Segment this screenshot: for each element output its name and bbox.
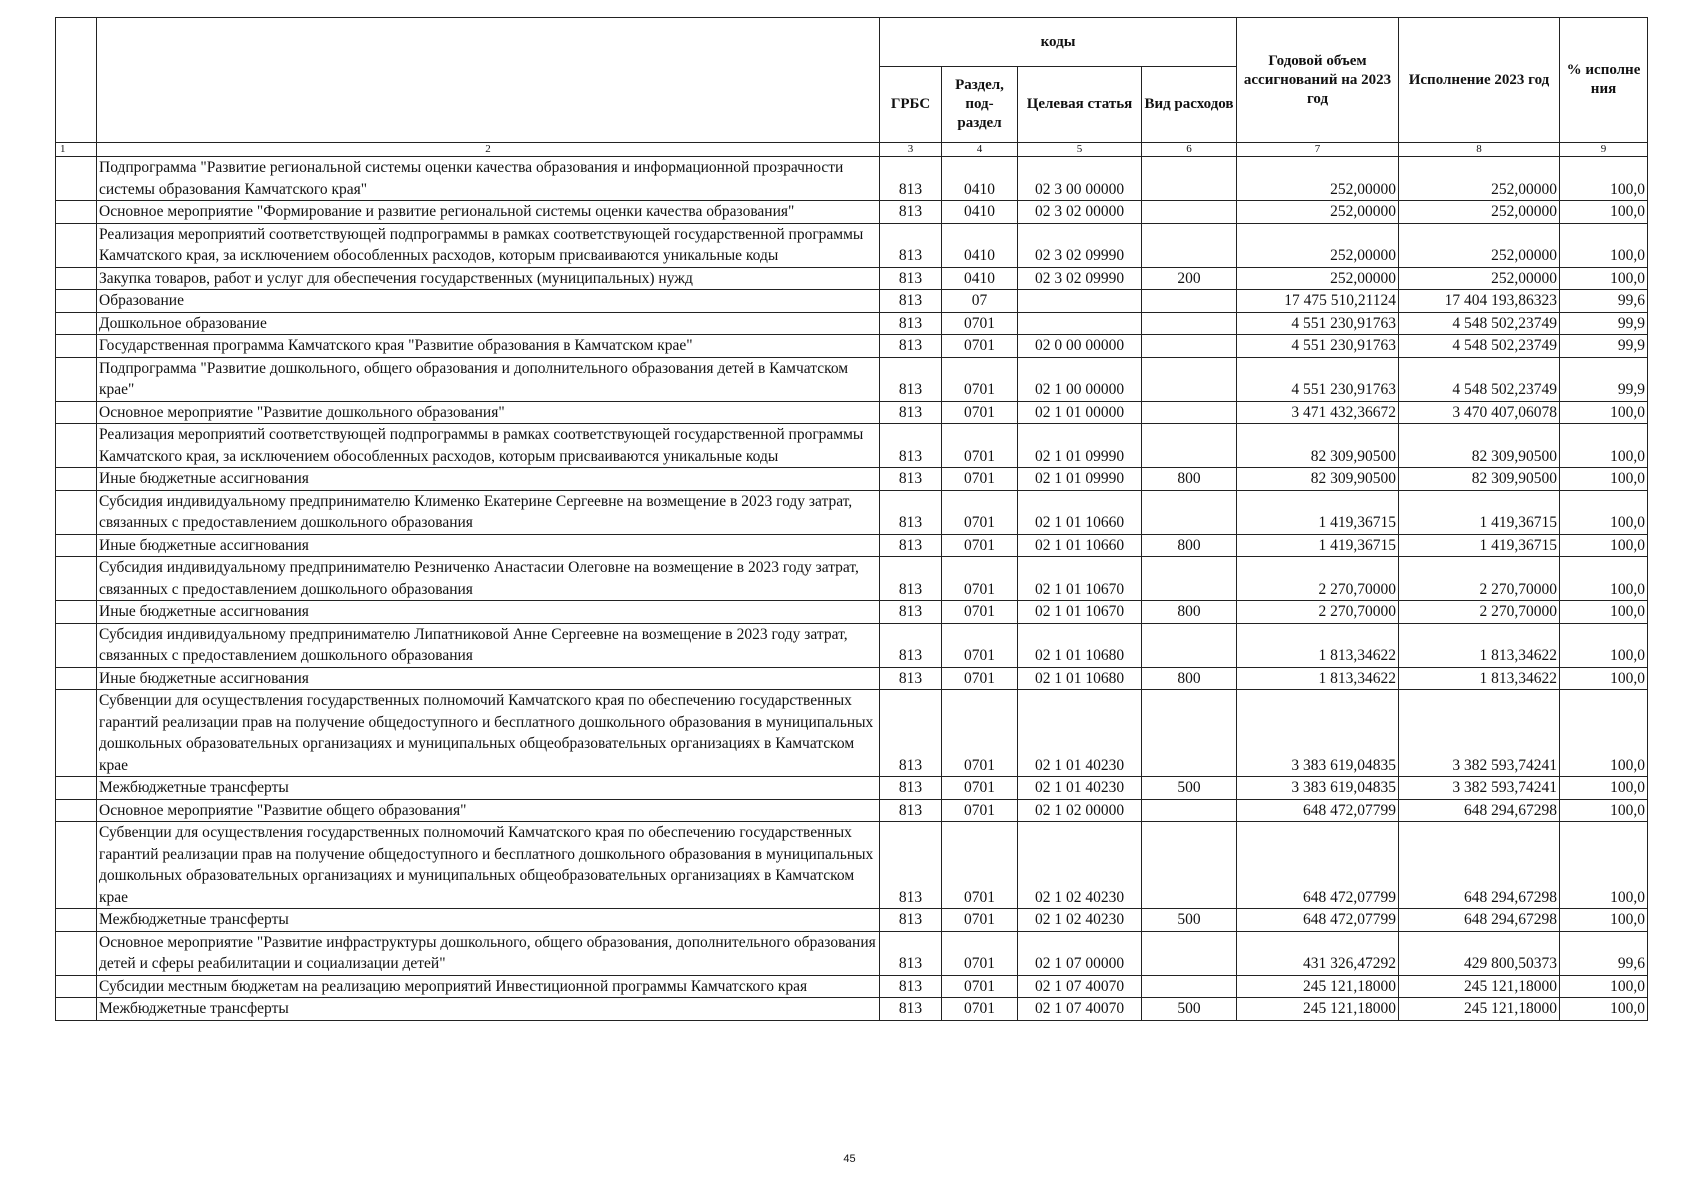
grbs-cell: 813	[880, 534, 942, 557]
percent-cell: 100,0	[1560, 157, 1648, 201]
row-index-cell	[56, 312, 97, 335]
table-row	[56, 931, 1648, 975]
row-index-cell	[56, 267, 97, 290]
page-number: 45	[843, 1153, 856, 1165]
grbs-cell: 813	[880, 357, 942, 401]
row-index-cell	[56, 424, 97, 468]
target-article-cell: 02 1 01 10660	[1018, 490, 1142, 534]
expense-type-cell	[1142, 931, 1237, 975]
section-cell: 0701	[942, 799, 1018, 822]
grbs-cell: 813	[880, 267, 942, 290]
section-cell: 0701	[942, 975, 1018, 998]
grbs-cell: 813	[880, 401, 942, 424]
execution-cell: 4 548 502,23749	[1399, 335, 1560, 358]
row-name-cell: Закупка товаров, работ и услуг для обеспечения государственных (муниципальных) нужд	[97, 267, 880, 290]
row-index-cell	[56, 335, 97, 358]
section-cell: 0701	[942, 357, 1018, 401]
annual-volume-cell: 3 383 619,04835	[1237, 777, 1399, 800]
expense-type-cell: 800	[1142, 534, 1237, 557]
row-index-cell	[56, 201, 97, 224]
header-codes: коды	[880, 18, 1237, 67]
row-name-cell: Субсидия индивидуальному предпринимателю Клименко Екатерине Сергеевне на возмещение в 2023 году затрат, связанных с предоставлением дошкольного образования	[97, 490, 880, 534]
section-cell: 0701	[942, 909, 1018, 932]
expense-type-cell	[1142, 975, 1237, 998]
execution-cell: 245 121,18000	[1399, 975, 1560, 998]
target-article-cell: 02 1 01 10680	[1018, 667, 1142, 690]
row-name-cell: Основное мероприятие "Развитие дошкольного образования"	[97, 401, 880, 424]
grbs-cell: 813	[880, 822, 942, 909]
grbs-cell: 813	[880, 490, 942, 534]
section-cell: 0701	[942, 468, 1018, 491]
row-index-cell	[56, 799, 97, 822]
expense-type-cell	[1142, 223, 1237, 267]
row-index-cell	[56, 468, 97, 491]
percent-cell: 99,6	[1560, 290, 1648, 313]
percent-cell: 100,0	[1560, 424, 1648, 468]
header-section: Раздел, под-раздел	[942, 67, 1018, 143]
column-number: 8	[1399, 143, 1560, 157]
row-name-cell: Субсидии местным бюджетам на реализацию мероприятий Инвестиционной программы Камчатского края	[97, 975, 880, 998]
percent-cell: 100,0	[1560, 799, 1648, 822]
row-name-cell: Иные бюджетные ассигнования	[97, 534, 880, 557]
target-article-cell: 02 1 02 00000	[1018, 799, 1142, 822]
execution-cell: 82 309,90500	[1399, 424, 1560, 468]
table-row	[56, 777, 1648, 800]
target-article-cell: 02 1 01 10680	[1018, 623, 1142, 667]
annual-volume-cell: 1 813,34622	[1237, 623, 1399, 667]
execution-cell: 1 419,36715	[1399, 490, 1560, 534]
target-article-cell: 02 1 01 10660	[1018, 534, 1142, 557]
row-name-cell: Иные бюджетные ассигнования	[97, 468, 880, 491]
row-name-cell: Межбюджетные трансферты	[97, 777, 880, 800]
target-article-cell: 02 1 01 10670	[1018, 557, 1142, 601]
table-row	[56, 357, 1648, 401]
table-row	[56, 998, 1648, 1021]
annual-volume-cell: 82 309,90500	[1237, 424, 1399, 468]
expense-type-cell	[1142, 424, 1237, 468]
annual-volume-cell: 252,00000	[1237, 201, 1399, 224]
percent-cell: 100,0	[1560, 667, 1648, 690]
percent-cell: 100,0	[1560, 201, 1648, 224]
annual-volume-cell: 245 121,18000	[1237, 975, 1399, 998]
expense-type-cell	[1142, 401, 1237, 424]
target-article-cell	[1018, 290, 1142, 313]
expense-type-cell: 500	[1142, 909, 1237, 932]
target-article-cell: 02 1 01 09990	[1018, 424, 1142, 468]
expense-type-cell	[1142, 623, 1237, 667]
section-cell: 0701	[942, 667, 1018, 690]
section-cell: 0701	[942, 401, 1018, 424]
row-name-cell: Подпрограмма "Развитие дошкольного, общего образования и дополнительного образования детей в Камчатском крае"	[97, 357, 880, 401]
row-index-cell	[56, 690, 97, 777]
section-cell: 0701	[942, 690, 1018, 777]
column-number: 6	[1142, 143, 1237, 157]
row-name-cell: Иные бюджетные ассигнования	[97, 667, 880, 690]
percent-cell: 100,0	[1560, 690, 1648, 777]
grbs-cell: 813	[880, 777, 942, 800]
annual-volume-cell: 3 383 619,04835	[1237, 690, 1399, 777]
table-row	[56, 690, 1648, 777]
expense-type-cell	[1142, 312, 1237, 335]
expense-type-cell	[1142, 290, 1237, 313]
expense-type-cell: 500	[1142, 998, 1237, 1021]
row-name-cell: Образование	[97, 290, 880, 313]
annual-volume-cell: 3 471 432,36672	[1237, 401, 1399, 424]
row-index-cell	[56, 157, 97, 201]
percent-cell: 100,0	[1560, 601, 1648, 624]
percent-cell: 100,0	[1560, 777, 1648, 800]
grbs-cell: 813	[880, 223, 942, 267]
execution-cell: 1 813,34622	[1399, 623, 1560, 667]
annual-volume-cell: 2 270,70000	[1237, 557, 1399, 601]
grbs-cell: 813	[880, 335, 942, 358]
table-row	[56, 601, 1648, 624]
percent-cell: 99,6	[1560, 931, 1648, 975]
section-cell: 0701	[942, 312, 1018, 335]
grbs-cell: 813	[880, 909, 942, 932]
target-article-cell: 02 3 02 09990	[1018, 267, 1142, 290]
percent-cell: 100,0	[1560, 468, 1648, 491]
grbs-cell: 813	[880, 931, 942, 975]
row-name-cell: Подпрограмма "Развитие региональной системы оценки качества образования и информационной прозрачности системы образования Камчатского края"	[97, 157, 880, 201]
annual-volume-cell: 1 419,36715	[1237, 490, 1399, 534]
row-index-cell	[56, 667, 97, 690]
percent-cell: 100,0	[1560, 975, 1648, 998]
table-row	[56, 490, 1648, 534]
target-article-cell: 02 1 01 10670	[1018, 601, 1142, 624]
annual-volume-cell: 648 472,07799	[1237, 909, 1399, 932]
row-name-cell: Дошкольное образование	[97, 312, 880, 335]
section-cell: 0701	[942, 335, 1018, 358]
row-name-cell: Государственная программа Камчатского края "Развитие образования в Камчатском крае"	[97, 335, 880, 358]
table-row	[56, 335, 1648, 358]
execution-cell: 1 813,34622	[1399, 667, 1560, 690]
expense-type-cell: 500	[1142, 777, 1237, 800]
annual-volume-cell: 4 551 230,91763	[1237, 335, 1399, 358]
execution-cell: 252,00000	[1399, 157, 1560, 201]
percent-cell: 99,9	[1560, 312, 1648, 335]
section-cell: 0410	[942, 201, 1018, 224]
target-article-cell: 02 0 00 00000	[1018, 335, 1142, 358]
header-blank-index	[56, 18, 97, 143]
row-name-cell: Межбюджетные трансферты	[97, 909, 880, 932]
row-name-cell: Реализация мероприятий соответствующей подпрограммы в рамках соответствующей государственной программы Камчатского края, за исключением обособленных расходов, которым присваиваются уникальные коды	[97, 424, 880, 468]
table-row	[56, 401, 1648, 424]
execution-cell: 17 404 193,86323	[1399, 290, 1560, 313]
header-annual-volume: Годовой объем ассигнований на 2023 год	[1237, 18, 1399, 143]
execution-cell: 648 294,67298	[1399, 909, 1560, 932]
grbs-cell: 813	[880, 998, 942, 1021]
execution-cell: 252,00000	[1399, 267, 1560, 290]
table-row	[56, 312, 1648, 335]
execution-cell: 648 294,67298	[1399, 822, 1560, 909]
annual-volume-cell: 4 551 230,91763	[1237, 357, 1399, 401]
execution-cell: 4 548 502,23749	[1399, 312, 1560, 335]
expense-type-cell: 800	[1142, 601, 1237, 624]
execution-cell: 3 382 593,74241	[1399, 777, 1560, 800]
row-index-cell	[56, 931, 97, 975]
table-row	[56, 623, 1648, 667]
table-row	[56, 424, 1648, 468]
row-name-cell: Субсидия индивидуальному предпринимателю Резниченко Анастасии Олеговне на возмещение в 2023 году затрат, связанных с предоставлением дошкольного образования	[97, 557, 880, 601]
target-article-cell: 02 1 07 40070	[1018, 975, 1142, 998]
annual-volume-cell: 82 309,90500	[1237, 468, 1399, 491]
row-index-cell	[56, 290, 97, 313]
budget-execution-table	[55, 17, 1648, 1021]
target-article-cell: 02 1 01 09990	[1018, 468, 1142, 491]
section-cell: 0701	[942, 931, 1018, 975]
percent-cell: 100,0	[1560, 534, 1648, 557]
table-row	[56, 975, 1648, 998]
header-target-article: Целевая статья	[1018, 67, 1142, 143]
header-expense-type: Вид расходов	[1142, 67, 1237, 143]
percent-cell: 100,0	[1560, 267, 1648, 290]
table-row	[56, 667, 1648, 690]
percent-cell: 100,0	[1560, 822, 1648, 909]
row-index-cell	[56, 357, 97, 401]
percent-cell: 100,0	[1560, 490, 1648, 534]
execution-cell: 648 294,67298	[1399, 799, 1560, 822]
percent-cell: 99,9	[1560, 335, 1648, 358]
expense-type-cell	[1142, 157, 1237, 201]
row-name-cell: Иные бюджетные ассигнования	[97, 601, 880, 624]
column-number: 2	[97, 143, 880, 157]
table-row	[56, 267, 1648, 290]
grbs-cell: 813	[880, 799, 942, 822]
execution-cell: 3 470 407,06078	[1399, 401, 1560, 424]
annual-volume-cell: 648 472,07799	[1237, 799, 1399, 822]
grbs-cell: 813	[880, 290, 942, 313]
column-number: 1	[56, 143, 97, 157]
column-number: 4	[942, 143, 1018, 157]
column-number: 5	[1018, 143, 1142, 157]
annual-volume-cell: 252,00000	[1237, 223, 1399, 267]
table-row	[56, 557, 1648, 601]
grbs-cell: 813	[880, 312, 942, 335]
annual-volume-cell: 4 551 230,91763	[1237, 312, 1399, 335]
target-article-cell: 02 1 02 40230	[1018, 822, 1142, 909]
header-grbs: ГРБС	[880, 67, 942, 143]
execution-cell: 429 800,50373	[1399, 931, 1560, 975]
row-index-cell	[56, 557, 97, 601]
target-article-cell: 02 1 00 00000	[1018, 357, 1142, 401]
execution-cell: 252,00000	[1399, 201, 1560, 224]
row-index-cell	[56, 822, 97, 909]
section-cell: 0701	[942, 557, 1018, 601]
percent-cell: 100,0	[1560, 998, 1648, 1021]
expense-type-cell	[1142, 201, 1237, 224]
table-row	[56, 799, 1648, 822]
table-body	[56, 157, 1648, 1021]
section-cell: 07	[942, 290, 1018, 313]
document-sheet	[55, 17, 1647, 1021]
expense-type-cell	[1142, 490, 1237, 534]
target-article-cell	[1018, 312, 1142, 335]
expense-type-cell	[1142, 690, 1237, 777]
row-name-cell: Основное мероприятие "Формирование и развитие региональной системы оценки качества образования"	[97, 201, 880, 224]
row-index-cell	[56, 223, 97, 267]
execution-cell: 82 309,90500	[1399, 468, 1560, 491]
table-row	[56, 223, 1648, 267]
target-article-cell: 02 3 02 00000	[1018, 201, 1142, 224]
row-index-cell	[56, 975, 97, 998]
section-cell: 0701	[942, 424, 1018, 468]
expense-type-cell	[1142, 822, 1237, 909]
percent-cell: 100,0	[1560, 909, 1648, 932]
section-cell: 0701	[942, 623, 1018, 667]
section-cell: 0701	[942, 534, 1018, 557]
column-number: 9	[1560, 143, 1648, 157]
grbs-cell: 813	[880, 157, 942, 201]
table-row	[56, 157, 1648, 201]
row-name-cell: Основное мероприятие "Развитие общего образования"	[97, 799, 880, 822]
row-name-cell: Межбюджетные трансферты	[97, 998, 880, 1021]
percent-cell: 100,0	[1560, 401, 1648, 424]
expense-type-cell	[1142, 557, 1237, 601]
annual-volume-cell: 1 813,34622	[1237, 667, 1399, 690]
section-cell: 0701	[942, 998, 1018, 1021]
table-row	[56, 201, 1648, 224]
grbs-cell: 813	[880, 424, 942, 468]
row-name-cell: Субвенции для осуществления государственных полномочий Камчатского края по обеспечению государственных гарантий реализации прав на получение общедоступного и бесплатного дошкольного образования в муниципальных дошкольных образовательных организациях и муниципальных общеобразовательных организациях в Камчатском крае	[97, 690, 880, 777]
grbs-cell: 813	[880, 975, 942, 998]
percent-cell: 99,9	[1560, 357, 1648, 401]
row-index-cell	[56, 777, 97, 800]
grbs-cell: 813	[880, 667, 942, 690]
expense-type-cell	[1142, 799, 1237, 822]
expense-type-cell	[1142, 357, 1237, 401]
target-article-cell: 02 1 07 40070	[1018, 998, 1142, 1021]
row-index-cell	[56, 490, 97, 534]
header-percent: % исполне ния	[1560, 18, 1648, 143]
row-name-cell: Реализация мероприятий соответствующей подпрограммы в рамках соответствующей государственной программы Камчатского края, за исключением обособленных расходов, которым присваиваются уникальные коды	[97, 223, 880, 267]
target-article-cell: 02 1 07 00000	[1018, 931, 1142, 975]
annual-volume-cell: 2 270,70000	[1237, 601, 1399, 624]
table-row	[56, 290, 1648, 313]
grbs-cell: 813	[880, 601, 942, 624]
header-execution: Исполнение 2023 год	[1399, 18, 1560, 143]
grbs-cell: 813	[880, 201, 942, 224]
table-row	[56, 468, 1648, 491]
row-name-cell: Основное мероприятие "Развитие инфраструктуры дошкольного, общего образования, дополнительного образования детей и сферы реабилитации и социализации детей"	[97, 931, 880, 975]
target-article-cell: 02 1 02 40230	[1018, 909, 1142, 932]
expense-type-cell: 200	[1142, 267, 1237, 290]
section-cell: 0701	[942, 822, 1018, 909]
percent-cell: 100,0	[1560, 223, 1648, 267]
column-number-row	[56, 143, 1648, 157]
section-cell: 0410	[942, 267, 1018, 290]
section-cell: 0701	[942, 490, 1018, 534]
target-article-cell: 02 3 02 09990	[1018, 223, 1142, 267]
grbs-cell: 813	[880, 468, 942, 491]
table-row	[56, 909, 1648, 932]
column-number: 7	[1237, 143, 1399, 157]
expense-type-cell	[1142, 335, 1237, 358]
row-index-cell	[56, 998, 97, 1021]
execution-cell: 2 270,70000	[1399, 601, 1560, 624]
row-index-cell	[56, 401, 97, 424]
execution-cell: 1 419,36715	[1399, 534, 1560, 557]
table-row	[56, 822, 1648, 909]
annual-volume-cell: 252,00000	[1237, 267, 1399, 290]
grbs-cell: 813	[880, 690, 942, 777]
execution-cell: 2 270,70000	[1399, 557, 1560, 601]
execution-cell: 252,00000	[1399, 223, 1560, 267]
percent-cell: 100,0	[1560, 623, 1648, 667]
row-index-cell	[56, 534, 97, 557]
row-index-cell	[56, 623, 97, 667]
section-cell: 0701	[942, 777, 1018, 800]
target-article-cell: 02 3 00 00000	[1018, 157, 1142, 201]
target-article-cell: 02 1 01 00000	[1018, 401, 1142, 424]
annual-volume-cell: 648 472,07799	[1237, 822, 1399, 909]
percent-cell: 100,0	[1560, 557, 1648, 601]
section-cell: 0410	[942, 157, 1018, 201]
grbs-cell: 813	[880, 623, 942, 667]
grbs-cell: 813	[880, 557, 942, 601]
annual-volume-cell: 1 419,36715	[1237, 534, 1399, 557]
section-cell: 0410	[942, 223, 1018, 267]
annual-volume-cell: 17 475 510,21124	[1237, 290, 1399, 313]
row-index-cell	[56, 601, 97, 624]
row-name-cell: Субвенции для осуществления государственных полномочий Камчатского края по обеспечению государственных гарантий реализации прав на получение общедоступного и бесплатного дошкольного образования в муниципальных дошкольных образовательных организациях и муниципальных общеобразовательных организациях в Камчатском крае	[97, 822, 880, 909]
header-blank-name	[97, 18, 880, 143]
execution-cell: 245 121,18000	[1399, 998, 1560, 1021]
annual-volume-cell: 245 121,18000	[1237, 998, 1399, 1021]
target-article-cell: 02 1 01 40230	[1018, 690, 1142, 777]
section-cell: 0701	[942, 601, 1018, 624]
table-row	[56, 534, 1648, 557]
row-index-cell	[56, 909, 97, 932]
expense-type-cell: 800	[1142, 468, 1237, 491]
annual-volume-cell: 252,00000	[1237, 157, 1399, 201]
column-number: 3	[880, 143, 942, 157]
target-article-cell: 02 1 01 40230	[1018, 777, 1142, 800]
annual-volume-cell: 431 326,47292	[1237, 931, 1399, 975]
execution-cell: 3 382 593,74241	[1399, 690, 1560, 777]
expense-type-cell: 800	[1142, 667, 1237, 690]
execution-cell: 4 548 502,23749	[1399, 357, 1560, 401]
row-name-cell: Субсидия индивидуальному предпринимателю Липатниковой Анне Сергеевне на возмещение в 2023 году затрат, связанных с предоставлением дошкольного образования	[97, 623, 880, 667]
